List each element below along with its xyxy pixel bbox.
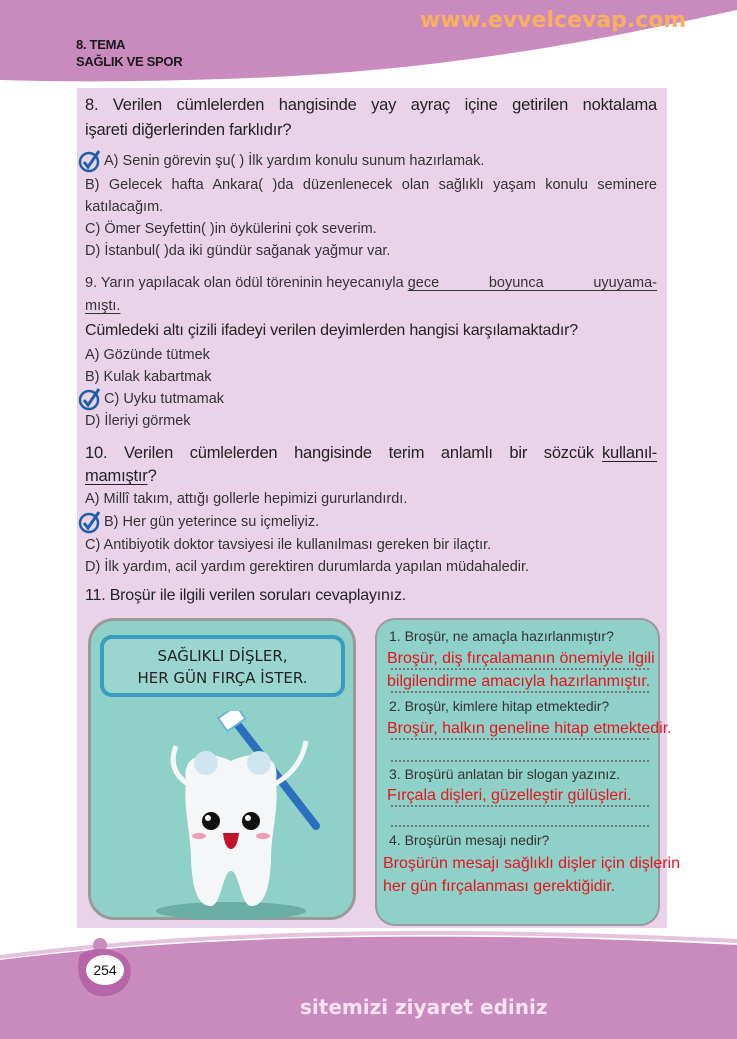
theme-title: SAĞLIK VE SPOR [76,54,183,69]
q9-underlined: gece boyunca uyuyama- [407,275,657,291]
q9-text-1 [85,273,657,293]
q8-option-d[interactable]: D) İstanbul( )da iki gündür sağanak yağmur var. [85,243,391,259]
q10-underlined: kullanıl- [601,444,657,462]
theme-heading [76,36,182,70]
answer-line [391,668,649,670]
page-number: 254 [86,955,124,985]
q8-option-b[interactable]: B) Gelecek hafta Ankara( )da düzenlenecek olan sağlıklı yaşam konulu seminere [85,177,657,193]
q9-option-a[interactable]: A) Gözünde tütmek [85,347,210,363]
q10-qmark: ? [147,467,157,485]
q10-underlined-cont: mamıştır [85,467,148,485]
q9-option-d[interactable]: D) İleriyi görmek [85,413,191,429]
brochure-panel [88,618,356,920]
brochure-slogan [100,635,345,697]
q10-option-b[interactable]: B) Her gün yeterince su içmeliyiz. [104,514,320,530]
q9-text-1a: 9. Yarın yapılacak olan ödül töreninin heyecanıyla [85,275,408,291]
q10-text-2 [85,466,657,486]
theme-number: 8. TEMA [76,37,126,52]
q10-option-c[interactable]: C) Antibiyotik doktor tavsiyesi ile kullanılması gereken bir ilaçtır. [85,537,492,553]
check-icon [78,149,102,173]
q10-text-1 [85,443,657,463]
answer-line [391,805,649,807]
q11-title: 11. Broşür ile ilgili verilen soruları cevaplayınız. [85,587,406,604]
q9-underlined-cont: mıştı. [85,298,121,314]
slogan-line-2: HER GÜN FIRÇA İSTER. [137,669,308,687]
q8-option-a[interactable]: A) Senin görevin şu( ) İlk yardım konulu sunum hazırlamak. [104,153,485,169]
watermark-sub: sitemizi ziyaret ediniz [300,995,548,1019]
answer-line [391,825,649,827]
q10-option-a[interactable]: A) Millî takım, attığı gollerle hepimizi gururlandırdı. [85,491,408,507]
answer-4-line-1[interactable]: Broşürün mesajı sağlıklı dişler için dişlerin [383,855,680,872]
q8-text-2: işareti diğerlerinden farklıdır? [85,121,292,139]
answer-2-line-1[interactable]: Broşür, halkın geneline hitap etmektedir. [387,720,672,737]
brochure-questions-panel [375,618,680,926]
q9-text-2 [85,296,657,316]
answer-line [391,691,649,693]
brochure-question-3: 3. Broşürü anlatan bir slogan yazınız. [389,766,621,782]
answer-line [391,738,649,740]
watermark-main: www.evvelcevap.com [420,8,687,33]
check-icon [78,510,102,534]
slogan-line-1: SAĞLIKLI DİŞLER, [157,647,288,665]
q8-option-b-cont: katılacağım. [85,199,164,215]
brochure-question-4: 4. Broşürün mesajı nedir? [389,832,550,848]
brochure-question-2: 2. Broşür, kimlere hitap etmektedir? [389,698,610,714]
brochure-question-1: 1. Broşür, ne amaçla hazırlanmıştır? [389,628,614,644]
check-icon [78,387,102,411]
answer-1-line-2[interactable]: bilgilendirme amacıyla hazırlanmıştır. [387,673,651,690]
q8-text-1: 8. Verilen cümlelerden hangisinde yay ayraç içine getirilen noktalama [85,96,657,114]
answer-1-line-1[interactable]: Broşür, diş fırçalamanın önemiyle ilgili [387,650,655,667]
q8-option-c[interactable]: C) Ömer Seyfettin( )in öykülerini çok severim. [85,221,377,237]
answer-3-line-1[interactable]: Fırçala dişleri, güzelleştir gülüşleri. [387,787,632,804]
q9-option-b[interactable]: B) Kulak kabartmak [85,369,212,385]
q9-question: Cümledeki altı çizili ifadeyi verilen deyimlerden hangisi karşılamaktadır? [85,322,578,339]
tooth-mascot-illustration [131,711,331,921]
q10-text-1a: 10. Verilen cümlelerden hangisinde terim anlamlı bir sözcük [85,444,594,462]
q9-option-c[interactable]: C) Uyku tutmamak [104,391,225,407]
answer-4-line-2[interactable]: her gün fırçalanması gerektiğidir. [383,878,616,895]
q10-option-d[interactable]: D) İlk yardım, acil yardım gerektiren durumlarda yapılan müdahaledir. [85,559,530,575]
answer-line [391,760,649,762]
